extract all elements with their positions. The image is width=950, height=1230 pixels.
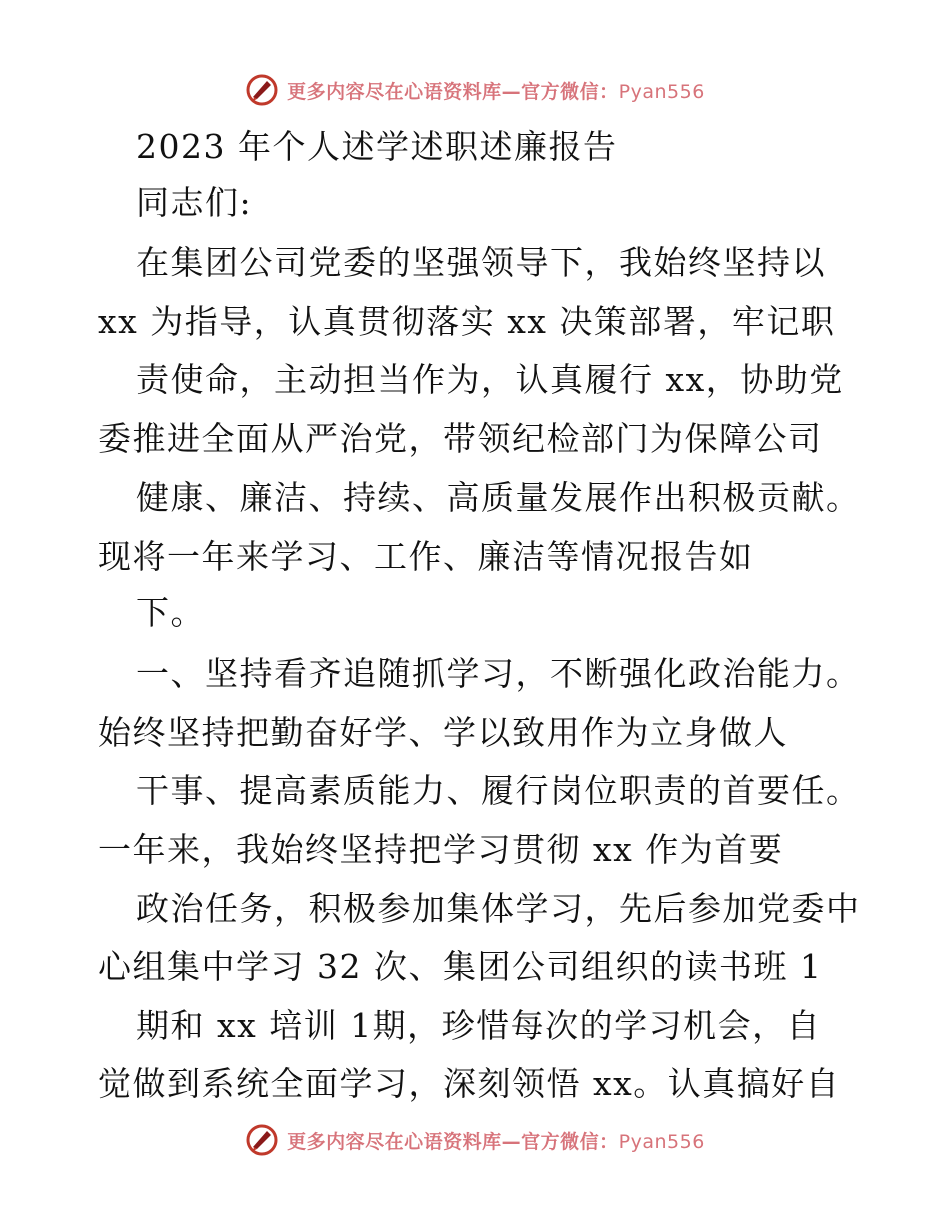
- paragraph-line: 委推进全面从严治党，带领纪检部门为保障公司: [98, 419, 823, 458]
- logo-icon: [245, 1123, 279, 1157]
- paragraph-line: 干事、提高素质能力、履行岗位职责的首要任。: [136, 771, 861, 810]
- paragraph-line: xx 为指导，认真贯彻落实 xx 决策部署，牢记职: [98, 302, 836, 341]
- paragraph-line: 一年来，我始终坚持把学习贯彻 xx 作为首要: [98, 830, 784, 869]
- logo-icon: [245, 73, 279, 107]
- watermark-footer: [0, 1120, 950, 1160]
- watermark-text: 更多内容尽在心语资料库—官方微信：: [287, 80, 619, 103]
- watermark-text: 更多内容尽在心语资料库—官方微信：: [287, 1130, 619, 1153]
- paragraph-line: 觉做到系统全面学习，深刻领悟 xx。认真搞好自: [98, 1064, 841, 1103]
- paragraph-line: 下。: [136, 593, 205, 632]
- paragraph-line: 在集团公司党委的坚强领导下，我始终坚持以: [136, 243, 826, 282]
- watermark-wechat-id: Pyan556: [618, 80, 705, 103]
- paragraph-line: 责使命，主动担当作为，认真履行 xx，协助党: [136, 360, 844, 399]
- salutation: 同志们:: [136, 183, 253, 222]
- paragraph-line: 心组集中学习 32 次、集团公司组织的读书班 1: [98, 947, 823, 986]
- paragraph-line: 健康、廉洁、持续、高质量发展作出积极贡献。: [136, 478, 861, 517]
- paragraph-line: 政治任务，积极参加集体学习，先后参加党委中: [136, 889, 861, 928]
- paragraph-line: 始终坚持把勤奋好学、学以致用作为立身做人: [98, 713, 788, 752]
- paragraph-line: 现将一年来学习、工作、廉洁等情况报告如: [98, 537, 754, 576]
- watermark-header: [0, 70, 950, 110]
- paragraph-line: 期和 xx 培训 1期，珍惜每次的学习机会，自: [136, 1006, 822, 1045]
- section-heading: 一、坚持看齐追随抓学习，不断强化政治能力。: [136, 654, 861, 693]
- watermark-wechat-id: Pyan556: [618, 1130, 705, 1153]
- document-title: 2023 年个人述学述职述廉报告: [136, 127, 618, 166]
